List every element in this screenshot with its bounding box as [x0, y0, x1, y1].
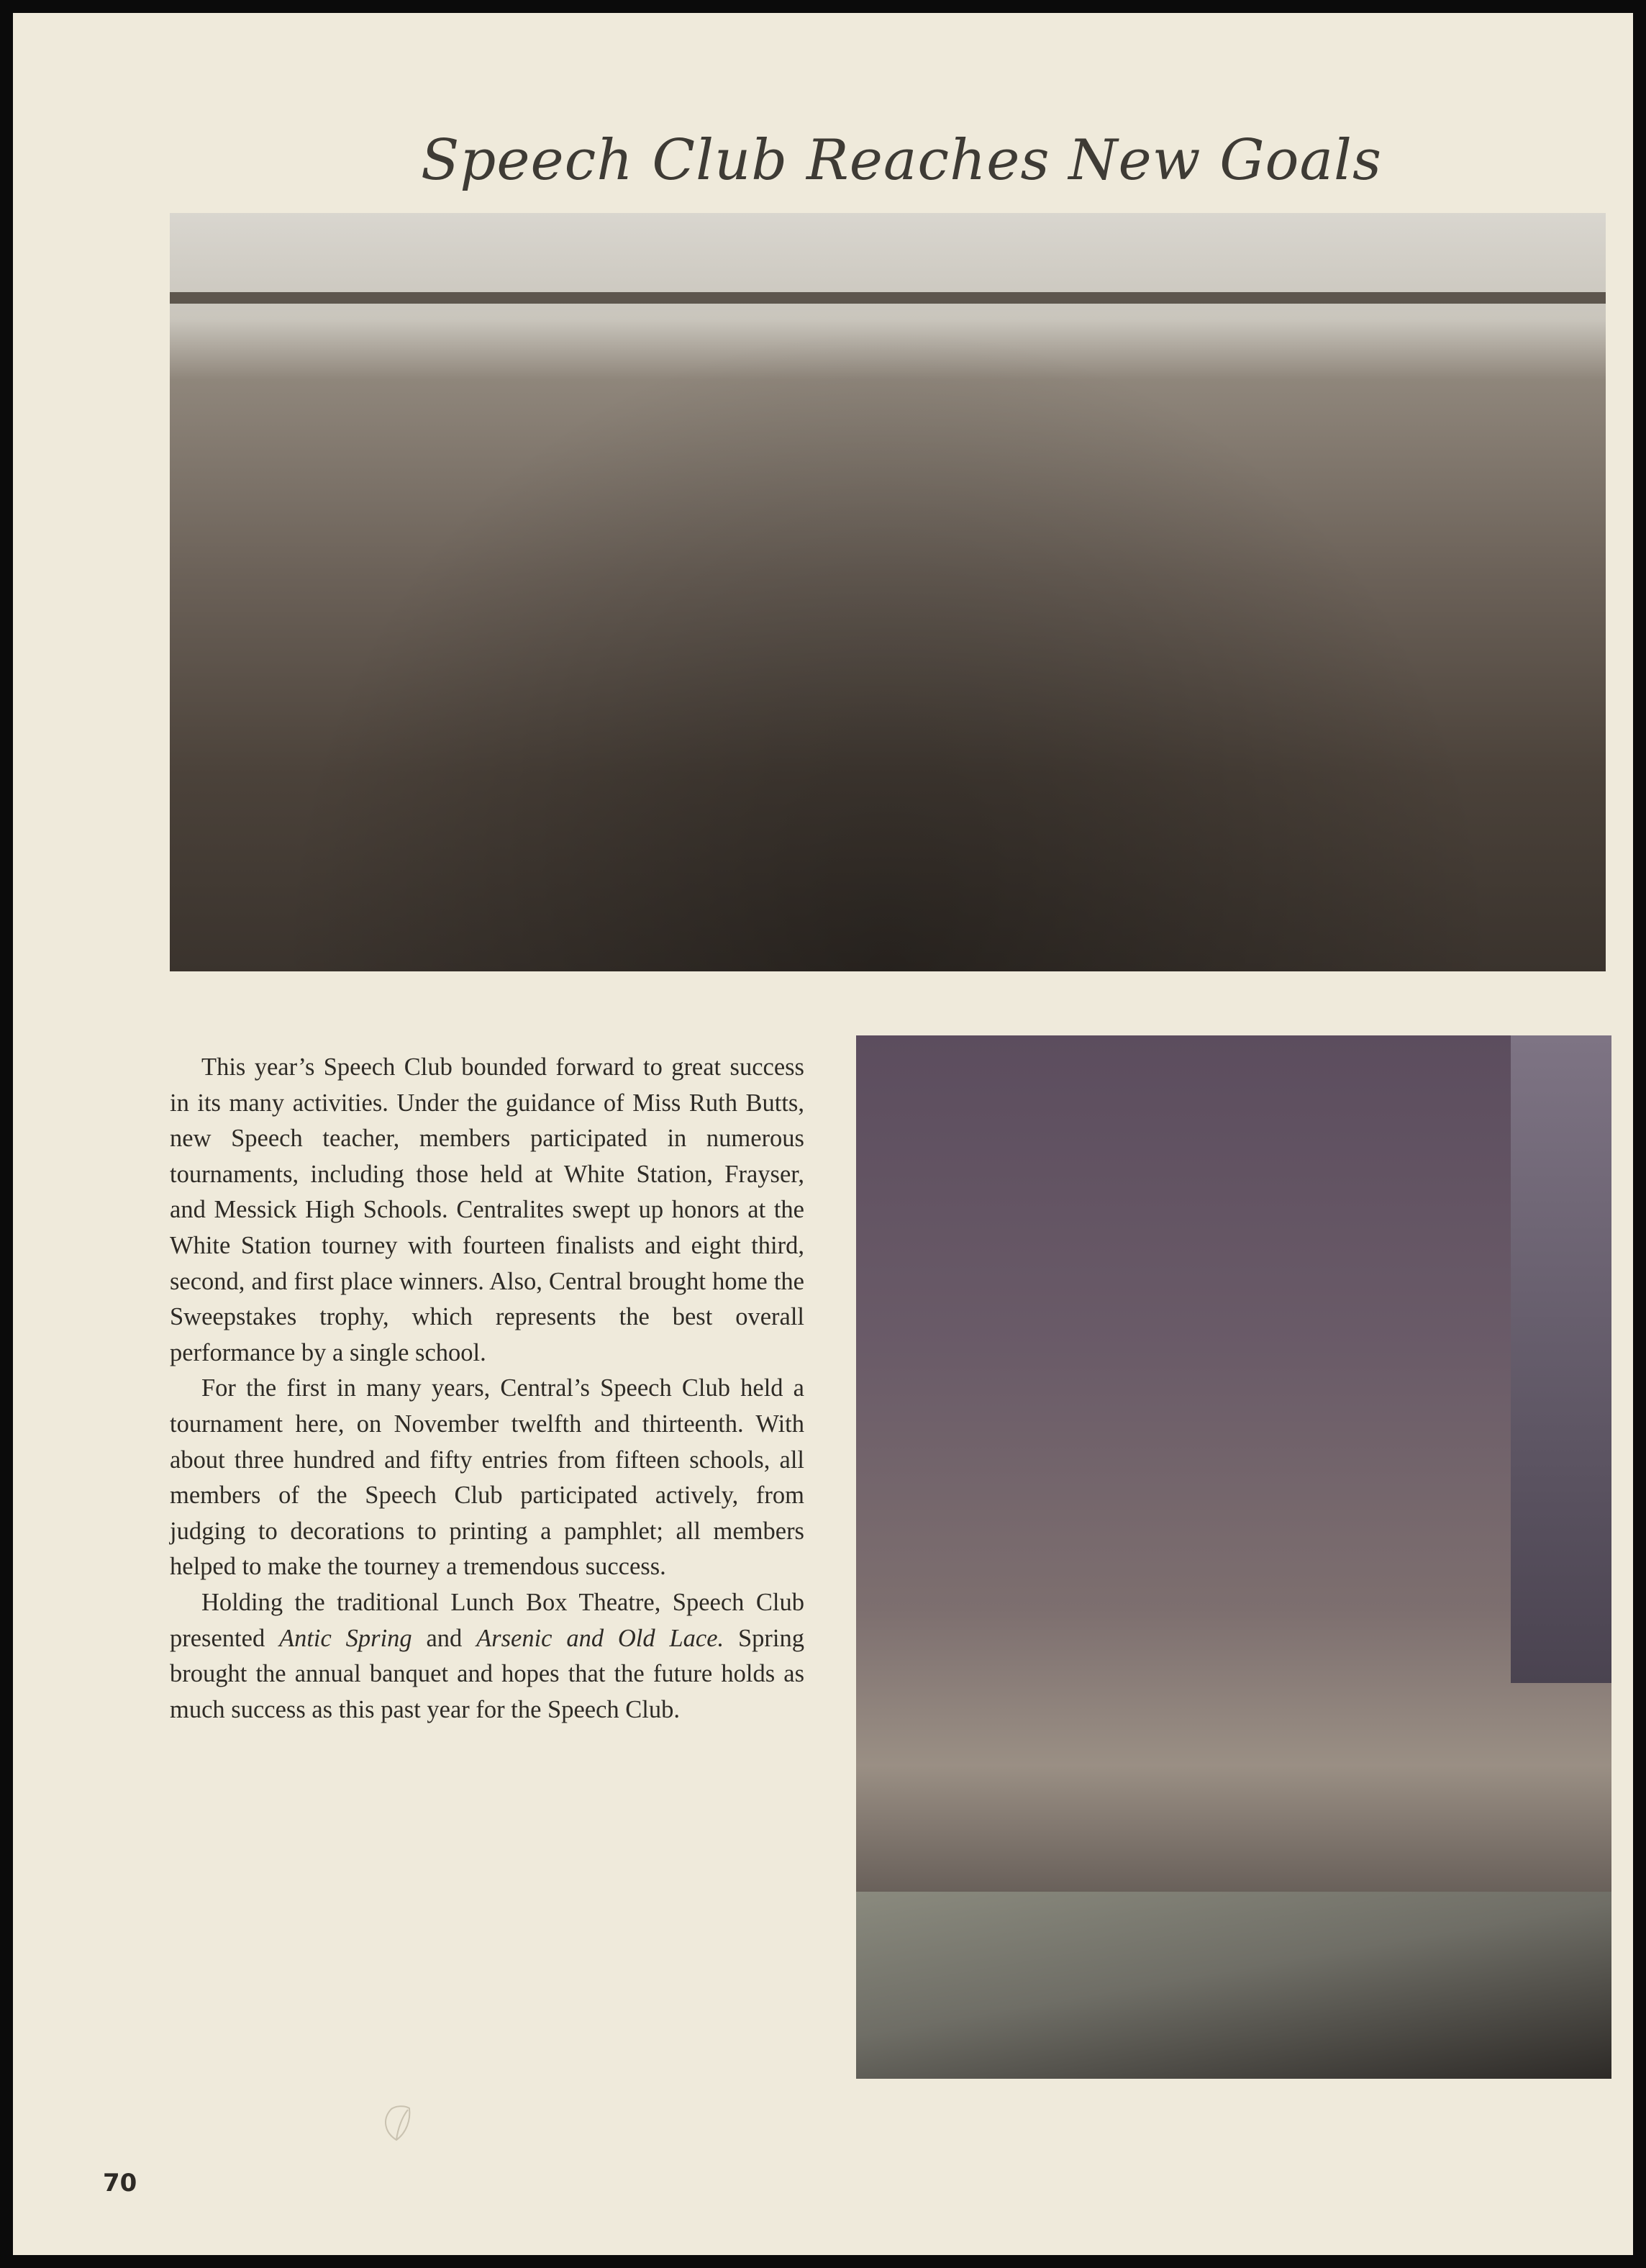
- paragraph-3-text-b: and: [412, 1624, 477, 1652]
- page-number: 70: [103, 2169, 137, 2197]
- play-title-antic-spring: Antic Spring: [279, 1624, 412, 1652]
- candid-photo: [856, 1035, 1611, 2079]
- paragraph-2: [170, 1371, 804, 1585]
- paragraph-2-text: For the first in many years, Central’s Speech Club held a tournament here, on November twelfth and thirteenth. With about three hundred and fifty entries from fifteen schools, all members of the Speech Club participated actively, from judging to decorations to printing a pamphlet; all members helped to make the tourney a tremendous success.: [170, 1374, 804, 1581]
- yearbook-page: [13, 13, 1633, 2255]
- article-body: [170, 1050, 804, 1728]
- group-photo-rail: [170, 292, 1606, 304]
- page-title: Speech Club Reaches New Goals: [421, 128, 1382, 193]
- group-photo: [170, 213, 1606, 971]
- paragraph-3-text-a: Holding the traditional Lunch Box Theatre, Speech Club presented: [170, 1588, 804, 1652]
- paragraph-3: [170, 1585, 804, 1728]
- candid-photo-wall-panel: [1511, 1035, 1611, 1683]
- candid-photo-table: [856, 1892, 1611, 2079]
- paragraph-1-text: This year’s Speech Club bounded forward to great success in its many activities. Under the guidance of Miss Ruth Butts, new Speech teacher, members participated in numerous tournaments, including those held at White Station, Frayser, and Messick High Schools. Centralites swept up honors at the White Station tourney with fourteen finalists and eight third, second, and first place winners. Also, Central brought home the Sweepstakes trophy, which represents the best overall performance by a single school.: [170, 1053, 804, 1366]
- paragraph-1: [170, 1050, 804, 1371]
- play-title-arsenic: Arsenic and Old Lace.: [476, 1624, 724, 1652]
- leaf-icon: [381, 2104, 412, 2141]
- paragraph-3-text-c: Spring brought the annual banquet and hopes that the future holds as much success as this past year for the Speech Club.: [170, 1624, 804, 1723]
